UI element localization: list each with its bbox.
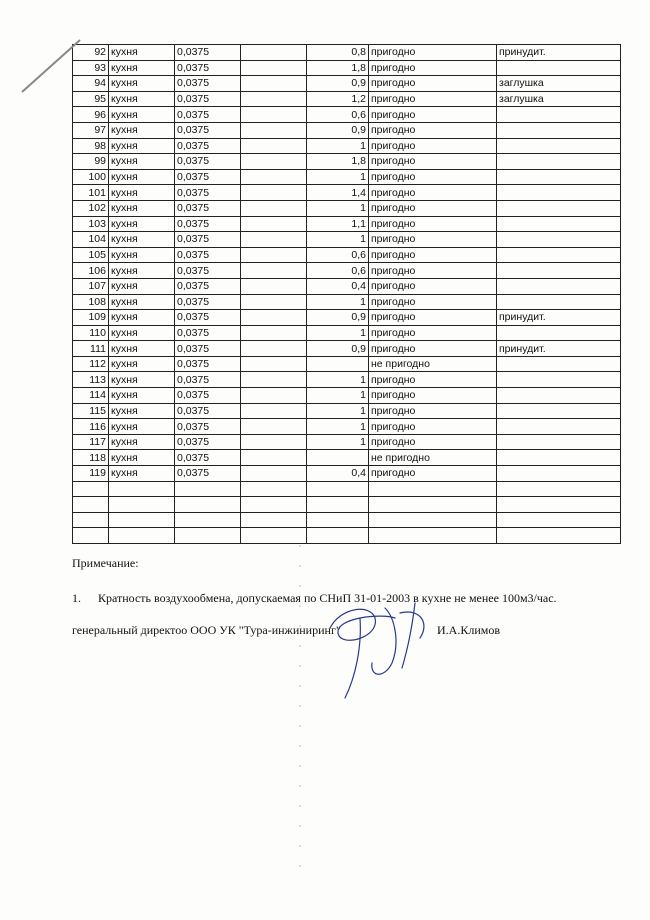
value-cell — [307, 450, 369, 466]
room-cell: кухня — [109, 91, 175, 107]
blank-cell — [241, 263, 307, 279]
room-cell: кухня — [109, 356, 175, 372]
row-number: 94 — [73, 76, 109, 92]
table-row — [73, 294, 621, 310]
note-cell — [497, 356, 621, 372]
note-cell — [497, 107, 621, 123]
value-cell: 0,6 — [307, 107, 369, 123]
area-cell: 0,0375 — [175, 419, 241, 435]
area-cell: 0,0375 — [175, 169, 241, 185]
table-row — [73, 45, 621, 61]
note-cell: заглушка — [497, 76, 621, 92]
row-number: 101 — [73, 185, 109, 201]
state-cell: пригодно — [369, 138, 497, 154]
state-cell: пригодно — [369, 169, 497, 185]
value-cell: 0,8 — [307, 45, 369, 61]
note-cell: принудит. — [497, 45, 621, 61]
value-cell: 1,1 — [307, 216, 369, 232]
room-cell: кухня — [109, 138, 175, 154]
table-row — [73, 154, 621, 170]
row-number: 106 — [73, 263, 109, 279]
room-cell: кухня — [109, 263, 175, 279]
area-cell: 0,0375 — [175, 216, 241, 232]
state-cell: пригодно — [369, 325, 497, 341]
state-cell: пригодно — [369, 200, 497, 216]
state-cell: пригодно — [369, 310, 497, 326]
note-item-text: Кратность воздухообмена, допускаемая по СНиП 31-01-2003 в кухне не менее 100м3/час. — [98, 591, 557, 605]
state-cell: пригодно — [369, 434, 497, 450]
note-cell — [497, 528, 621, 544]
value-cell: 1 — [307, 232, 369, 248]
table-row — [73, 138, 621, 154]
state-cell — [369, 512, 497, 528]
blank-cell — [241, 60, 307, 76]
table-row — [73, 60, 621, 76]
row-number — [73, 528, 109, 544]
row-number: 112 — [73, 356, 109, 372]
value-cell: 1 — [307, 372, 369, 388]
note-cell — [497, 200, 621, 216]
value-cell: 1 — [307, 403, 369, 419]
value-cell: 0,4 — [307, 278, 369, 294]
value-cell: 0,9 — [307, 76, 369, 92]
row-number — [73, 481, 109, 497]
table-row — [73, 247, 621, 263]
state-cell: пригодно — [369, 91, 497, 107]
blank-cell — [241, 200, 307, 216]
table-row — [73, 419, 621, 435]
table-row — [73, 434, 621, 450]
table-row — [73, 450, 621, 466]
note-cell — [497, 481, 621, 497]
area-cell: 0,0375 — [175, 325, 241, 341]
note-cell — [497, 216, 621, 232]
state-cell: пригодно — [369, 294, 497, 310]
table-row — [73, 481, 621, 497]
table-row — [73, 388, 621, 404]
state-cell — [369, 528, 497, 544]
room-cell — [109, 528, 175, 544]
area-cell: 0,0375 — [175, 122, 241, 138]
blank-cell — [241, 310, 307, 326]
row-number: 113 — [73, 372, 109, 388]
note-cell — [497, 419, 621, 435]
state-cell: пригодно — [369, 45, 497, 61]
blank-cell — [241, 232, 307, 248]
state-cell: пригодно — [369, 60, 497, 76]
area-cell: 0,0375 — [175, 138, 241, 154]
blank-cell — [241, 154, 307, 170]
row-number: 108 — [73, 294, 109, 310]
room-cell: кухня — [109, 76, 175, 92]
note-cell — [497, 450, 621, 466]
blank-cell — [241, 403, 307, 419]
table-row — [73, 76, 621, 92]
state-cell: пригодно — [369, 466, 497, 482]
row-number: 103 — [73, 216, 109, 232]
blank-cell — [241, 481, 307, 497]
row-number: 118 — [73, 450, 109, 466]
row-number: 119 — [73, 466, 109, 482]
room-cell: кухня — [109, 232, 175, 248]
value-cell: 1,8 — [307, 60, 369, 76]
value-cell: 1,4 — [307, 185, 369, 201]
blank-cell — [241, 356, 307, 372]
blank-cell — [241, 122, 307, 138]
state-cell: пригодно — [369, 372, 497, 388]
handwritten-signature — [300, 588, 460, 708]
value-cell — [307, 481, 369, 497]
state-cell: пригодно — [369, 216, 497, 232]
value-cell: 0,9 — [307, 122, 369, 138]
table-row — [73, 466, 621, 482]
room-cell: кухня — [109, 185, 175, 201]
table-row — [73, 341, 621, 357]
value-cell: 1 — [307, 419, 369, 435]
note-cell — [497, 403, 621, 419]
table-row — [73, 278, 621, 294]
row-number: 93 — [73, 60, 109, 76]
row-number: 96 — [73, 107, 109, 123]
table-row — [73, 216, 621, 232]
area-cell: 0,0375 — [175, 185, 241, 201]
area-cell: 0,0375 — [175, 91, 241, 107]
blank-cell — [241, 216, 307, 232]
row-number: 107 — [73, 278, 109, 294]
state-cell: пригодно — [369, 247, 497, 263]
row-number: 95 — [73, 91, 109, 107]
note-title: Примечание: — [72, 556, 139, 570]
note-cell: заглушка — [497, 91, 621, 107]
table-row — [73, 356, 621, 372]
area-cell: 0,0375 — [175, 388, 241, 404]
value-cell: 1,8 — [307, 154, 369, 170]
row-number: 102 — [73, 200, 109, 216]
row-number — [73, 512, 109, 528]
row-number: 110 — [73, 325, 109, 341]
area-cell: 0,0375 — [175, 76, 241, 92]
area-cell — [175, 528, 241, 544]
area-cell: 0,0375 — [175, 154, 241, 170]
blank-cell — [241, 450, 307, 466]
room-cell — [109, 512, 175, 528]
table-row — [73, 232, 621, 248]
room-cell: кухня — [109, 200, 175, 216]
room-cell: кухня — [109, 403, 175, 419]
value-cell: 0,9 — [307, 310, 369, 326]
table-row — [73, 310, 621, 326]
state-cell: пригодно — [369, 122, 497, 138]
area-cell — [175, 512, 241, 528]
row-number: 111 — [73, 341, 109, 357]
area-cell: 0,0375 — [175, 107, 241, 123]
state-cell: пригодно — [369, 185, 497, 201]
note-cell — [497, 247, 621, 263]
value-cell: 0,9 — [307, 341, 369, 357]
value-cell: 1 — [307, 169, 369, 185]
blank-cell — [241, 91, 307, 107]
note-cell — [497, 434, 621, 450]
state-cell: пригодно — [369, 419, 497, 435]
room-cell: кухня — [109, 60, 175, 76]
room-cell — [109, 481, 175, 497]
note-cell — [497, 497, 621, 513]
note-cell — [497, 154, 621, 170]
room-cell: кухня — [109, 107, 175, 123]
row-number: 92 — [73, 45, 109, 61]
blank-cell — [241, 185, 307, 201]
table-row — [73, 372, 621, 388]
blank-cell — [241, 76, 307, 92]
area-cell: 0,0375 — [175, 310, 241, 326]
area-cell: 0,0375 — [175, 232, 241, 248]
table-row — [73, 263, 621, 279]
value-cell: 1 — [307, 388, 369, 404]
room-cell: кухня — [109, 247, 175, 263]
state-cell: не пригодно — [369, 450, 497, 466]
blank-cell — [241, 341, 307, 357]
blank-cell — [241, 512, 307, 528]
room-cell: кухня — [109, 122, 175, 138]
room-cell: кухня — [109, 450, 175, 466]
note-cell — [497, 185, 621, 201]
area-cell: 0,0375 — [175, 200, 241, 216]
row-number: 97 — [73, 122, 109, 138]
note-cell — [497, 263, 621, 279]
area-cell — [175, 481, 241, 497]
row-number: 98 — [73, 138, 109, 154]
value-cell — [307, 356, 369, 372]
row-number: 116 — [73, 419, 109, 435]
value-cell — [307, 512, 369, 528]
blank-cell — [241, 169, 307, 185]
value-cell: 1 — [307, 325, 369, 341]
state-cell: пригодно — [369, 232, 497, 248]
blank-cell — [241, 138, 307, 154]
value-cell: 0,6 — [307, 247, 369, 263]
table-row — [73, 512, 621, 528]
value-cell: 1 — [307, 138, 369, 154]
state-cell: пригодно — [369, 388, 497, 404]
area-cell: 0,0375 — [175, 263, 241, 279]
note-cell: принудит. — [497, 341, 621, 357]
blank-cell — [241, 247, 307, 263]
row-number: 115 — [73, 403, 109, 419]
value-cell — [307, 497, 369, 513]
room-cell: кухня — [109, 388, 175, 404]
state-cell: не пригодно — [369, 356, 497, 372]
room-cell: кухня — [109, 278, 175, 294]
area-cell: 0,0375 — [175, 372, 241, 388]
room-cell: кухня — [109, 45, 175, 61]
row-number: 99 — [73, 154, 109, 170]
room-cell: кухня — [109, 154, 175, 170]
room-cell: кухня — [109, 419, 175, 435]
note-cell: принудит. — [497, 310, 621, 326]
area-cell: 0,0375 — [175, 294, 241, 310]
blank-cell — [241, 434, 307, 450]
value-cell: 1 — [307, 294, 369, 310]
note-cell — [497, 138, 621, 154]
table-row — [73, 497, 621, 513]
state-cell: пригодно — [369, 107, 497, 123]
room-cell: кухня — [109, 216, 175, 232]
room-cell: кухня — [109, 466, 175, 482]
note-cell — [497, 60, 621, 76]
area-cell: 0,0375 — [175, 341, 241, 357]
note-cell — [497, 169, 621, 185]
ventilation-table — [72, 44, 621, 544]
value-cell: 1,2 — [307, 91, 369, 107]
area-cell: 0,0375 — [175, 247, 241, 263]
room-cell: кухня — [109, 169, 175, 185]
state-cell: пригодно — [369, 403, 497, 419]
table-row — [73, 122, 621, 138]
room-cell — [109, 497, 175, 513]
state-cell: пригодно — [369, 278, 497, 294]
signer-position: генеральный директоо ООО УК "Тура-инжиниринг" — [72, 623, 341, 637]
room-cell: кухня — [109, 294, 175, 310]
area-cell: 0,0375 — [175, 356, 241, 372]
row-number: 117 — [73, 434, 109, 450]
area-cell: 0,0375 — [175, 450, 241, 466]
blank-cell — [241, 325, 307, 341]
row-number: 109 — [73, 310, 109, 326]
value-cell: 1 — [307, 434, 369, 450]
blank-cell — [241, 294, 307, 310]
room-cell: кухня — [109, 325, 175, 341]
room-cell: кухня — [109, 341, 175, 357]
signer-name: И.А.Климов — [437, 623, 501, 637]
blank-cell — [241, 466, 307, 482]
blank-cell — [241, 45, 307, 61]
area-cell: 0,0375 — [175, 60, 241, 76]
state-cell: пригодно — [369, 76, 497, 92]
table-row — [73, 107, 621, 123]
state-cell: пригодно — [369, 263, 497, 279]
note-cell — [497, 278, 621, 294]
blank-cell — [241, 278, 307, 294]
value-cell: 0,6 — [307, 263, 369, 279]
area-cell: 0,0375 — [175, 278, 241, 294]
value-cell: 0,4 — [307, 466, 369, 482]
blank-cell — [241, 528, 307, 544]
note-cell — [497, 388, 621, 404]
value-cell: 1 — [307, 200, 369, 216]
area-cell — [175, 497, 241, 513]
row-number: 104 — [73, 232, 109, 248]
blank-cell — [241, 107, 307, 123]
row-number: 114 — [73, 388, 109, 404]
table-row — [73, 169, 621, 185]
note-cell — [497, 512, 621, 528]
room-cell: кухня — [109, 372, 175, 388]
room-cell: кухня — [109, 310, 175, 326]
note-cell — [497, 232, 621, 248]
state-cell: пригодно — [369, 341, 497, 357]
table-row — [73, 325, 621, 341]
row-number: 105 — [73, 247, 109, 263]
blank-cell — [241, 497, 307, 513]
note-cell — [497, 372, 621, 388]
state-cell: пригодно — [369, 154, 497, 170]
table-row — [73, 403, 621, 419]
table-body — [73, 45, 621, 544]
state-cell — [369, 481, 497, 497]
note-cell — [497, 122, 621, 138]
note-cell — [497, 294, 621, 310]
table-row — [73, 200, 621, 216]
room-cell: кухня — [109, 434, 175, 450]
note-cell — [497, 325, 621, 341]
row-number: 100 — [73, 169, 109, 185]
note-cell — [497, 466, 621, 482]
note-item-number: 1. — [72, 591, 81, 605]
table-row — [73, 528, 621, 544]
value-cell — [307, 528, 369, 544]
area-cell: 0,0375 — [175, 45, 241, 61]
blank-cell — [241, 419, 307, 435]
blank-cell — [241, 388, 307, 404]
table-row — [73, 91, 621, 107]
state-cell — [369, 497, 497, 513]
area-cell: 0,0375 — [175, 434, 241, 450]
blank-cell — [241, 372, 307, 388]
area-cell: 0,0375 — [175, 403, 241, 419]
row-number — [73, 497, 109, 513]
area-cell: 0,0375 — [175, 466, 241, 482]
table-row — [73, 185, 621, 201]
